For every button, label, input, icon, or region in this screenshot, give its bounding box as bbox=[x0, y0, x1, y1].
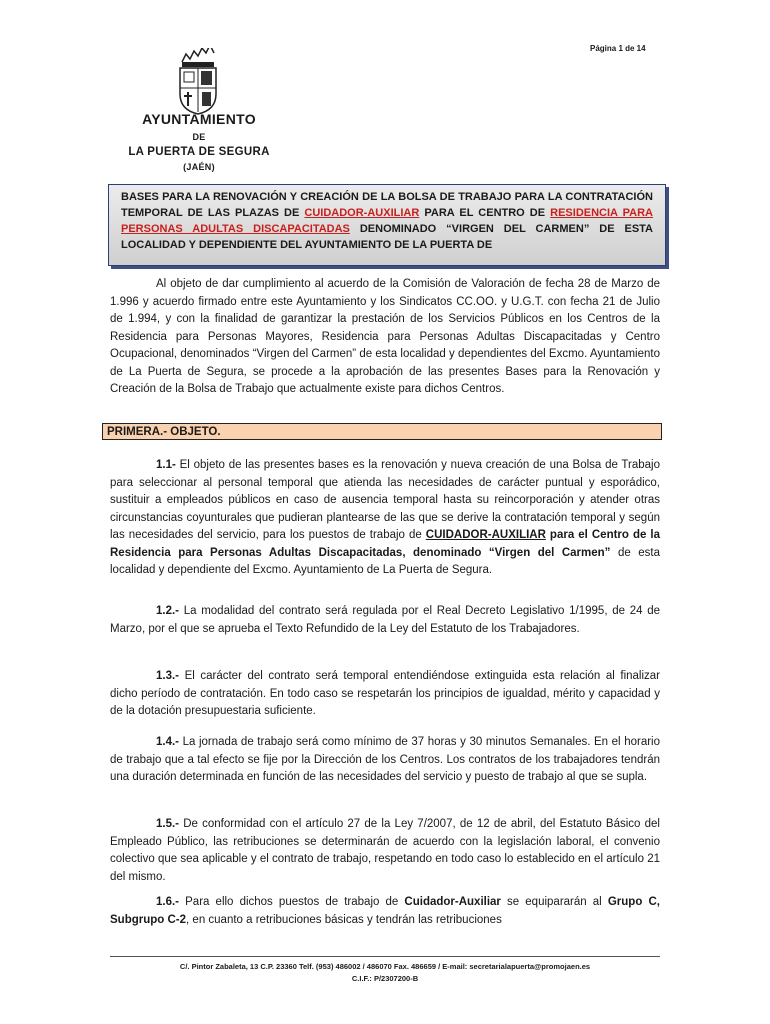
paragraph-text: El carácter del contrato será temporal entendiéndose extinguida esta relación al finalizar dicho período de contratación. En todo caso se respetarán los principios de igualdad, mérito y capacidad y de la dotación presupuestaria suficiente. bbox=[110, 670, 660, 717]
paragraph-text: La modalidad del contrato será regulada por el Real Decreto Legislativo 1/1995, de 24 de Marzo, por el que se aprueba el Texto Refundido de la Ley del Estatuto de los Trabajadores. bbox=[110, 605, 660, 635]
bold-underlined-text: CUIDADOR-AUXILIAR bbox=[425, 529, 546, 541]
footer-divider bbox=[110, 956, 660, 957]
paragraph-1-6 bbox=[110, 894, 660, 929]
paragraph-1-3 bbox=[110, 668, 660, 721]
bold-text: Cuidador-Auxiliar bbox=[404, 896, 501, 908]
paragraph-1-4 bbox=[110, 734, 660, 787]
paragraph-text: de esta localidad y dependiente del Excmo. Ayuntamiento de La Puerta de Segura. bbox=[110, 546, 660, 576]
paragraph-number: 1.4.- bbox=[156, 736, 180, 748]
page-number: Página 1 de 14 bbox=[590, 44, 646, 53]
paragraph-text: , en cuanto a retribuciones básicas y tendrán las retribuciones bbox=[186, 913, 502, 926]
title-text: BASES PARA LA RENOVACIÓN Y CREACIÓN DE LA BOLSA DE TRABAJO PARA LA CONTRATACIÓN TEMPORAL DE LAS PLAZAS DE bbox=[121, 191, 653, 219]
title-highlight-post: CUIDADOR-AUXILIAR bbox=[304, 207, 420, 219]
footer-address: C/. Pintor Zabaleta, 13 C.P. 23360 Telf. (953) 486002 / 486070 Fax. 486659 / E-mail: secretarialapuerta@promojaen.es bbox=[179, 962, 591, 971]
section-heading: PRIMERA.- OBJETO. bbox=[102, 423, 662, 440]
paragraph-text: De conformidad con el artículo 27 de la Ley 7/2007, de 12 de abril, del Estatuto Básico del Empleado Público, las retribuciones se determinarán de acuerdo con la legislación laboral, el convenio colectivo que sea aplicable y el contrato de trabajo, respetando en todo caso lo establecido en el artículo 21 del mismo. bbox=[110, 818, 660, 883]
title-text: DENOMINADO “VIRGEN DEL CARMEN” DE ESTA LOCALIDAD Y DEPENDIENTE DEL AYUNTAMIENTO DE LA PUERTA DE bbox=[121, 223, 654, 251]
header-de: DE bbox=[192, 132, 206, 142]
title-highlight-center: RESIDENCIA PARA PERSONAS ADULTAS DISCAPACITADAS bbox=[121, 207, 653, 235]
header-province: (JAÉN) bbox=[183, 162, 215, 172]
coat-of-arms-logo bbox=[170, 48, 226, 116]
title-text: PARA EL CENTRO DE bbox=[419, 207, 551, 219]
paragraph-number: 1.1- bbox=[156, 459, 176, 471]
paragraph-number: 1.2.- bbox=[156, 605, 180, 617]
footer-cif: C.I.F.: P/2307200-B bbox=[351, 974, 419, 983]
document-title bbox=[109, 185, 665, 253]
bold-text: Grupo C, Subgrupo C-2 bbox=[110, 896, 660, 926]
paragraph-1-5 bbox=[110, 816, 660, 886]
bold-text: para el Centro de la Residencia para Personas Adultas Discapacitadas, denominado “Virgen del Carmen” bbox=[110, 529, 660, 559]
title-box bbox=[108, 184, 666, 266]
paragraph-1-2 bbox=[110, 603, 660, 638]
paragraph-text: Para ello dichos puestos de trabajo de bbox=[179, 896, 405, 908]
intro-paragraph: Al objeto de dar cumplimiento al acuerdo de la Comisión de Valoración de fecha 28 de Marzo de 1.996 y acuerdo firmado entre este Ayuntamiento y los Sindicatos CC.OO. y U.G.T. con fecha 21 de Julio de 1.994, y con la finalidad de garantizar la prestación de los Servicios Públicos en los Centros de la Residencia para Personas Mayores, Residencia para Personas Adultas Discapacitadas y Centro Ocupacional, denominados “Virgen del Carmen” de esta localidad y dependientes del Excmo. Ayuntamiento de La Puerta de Segura, se procede a la aprobación de las presentes Bases para la Renovación y Creación de la Bolsa de Trabajo que actualmente existe para dichos Centros. bbox=[110, 278, 660, 395]
paragraph-1-1 bbox=[110, 457, 660, 580]
paragraph-number: 1.3.- bbox=[156, 670, 180, 682]
header-town: LA PUERTA DE SEGURA bbox=[128, 146, 270, 158]
header-title: AYUNTAMIENTO bbox=[142, 111, 256, 127]
paragraph-text: La jornada de trabajo será como mínimo de 37 horas y 30 minutos Semanales. En el horario de trabajo que a tal efecto se fije por la Dirección de los Centros. Los contratos de los trabajadores tendrán una duración determinada en función de las necesidades del servicio y puesto de trabajo al que se supla. bbox=[110, 736, 660, 783]
paragraph-number: 1.5.- bbox=[156, 818, 180, 830]
paragraph-text: se equipararán al bbox=[500, 896, 608, 908]
paragraph-text: El objeto de las presentes bases es la renovación y nueva creación de una Bolsa de Trabajo para seleccionar al personal temporal que atienda las necesidades de carácter puntual y esporádico, sustituir a empleados públicos en caso de ausencia temporal hasta su reincorporación y atender otras circunstancias coyunturales que pudieran plantearse de las que se derive la contratación temporal y según las necesidades del servicio, para los puestos de trabajo de bbox=[110, 459, 660, 541]
paragraph-number: 1.6.- bbox=[156, 896, 180, 908]
